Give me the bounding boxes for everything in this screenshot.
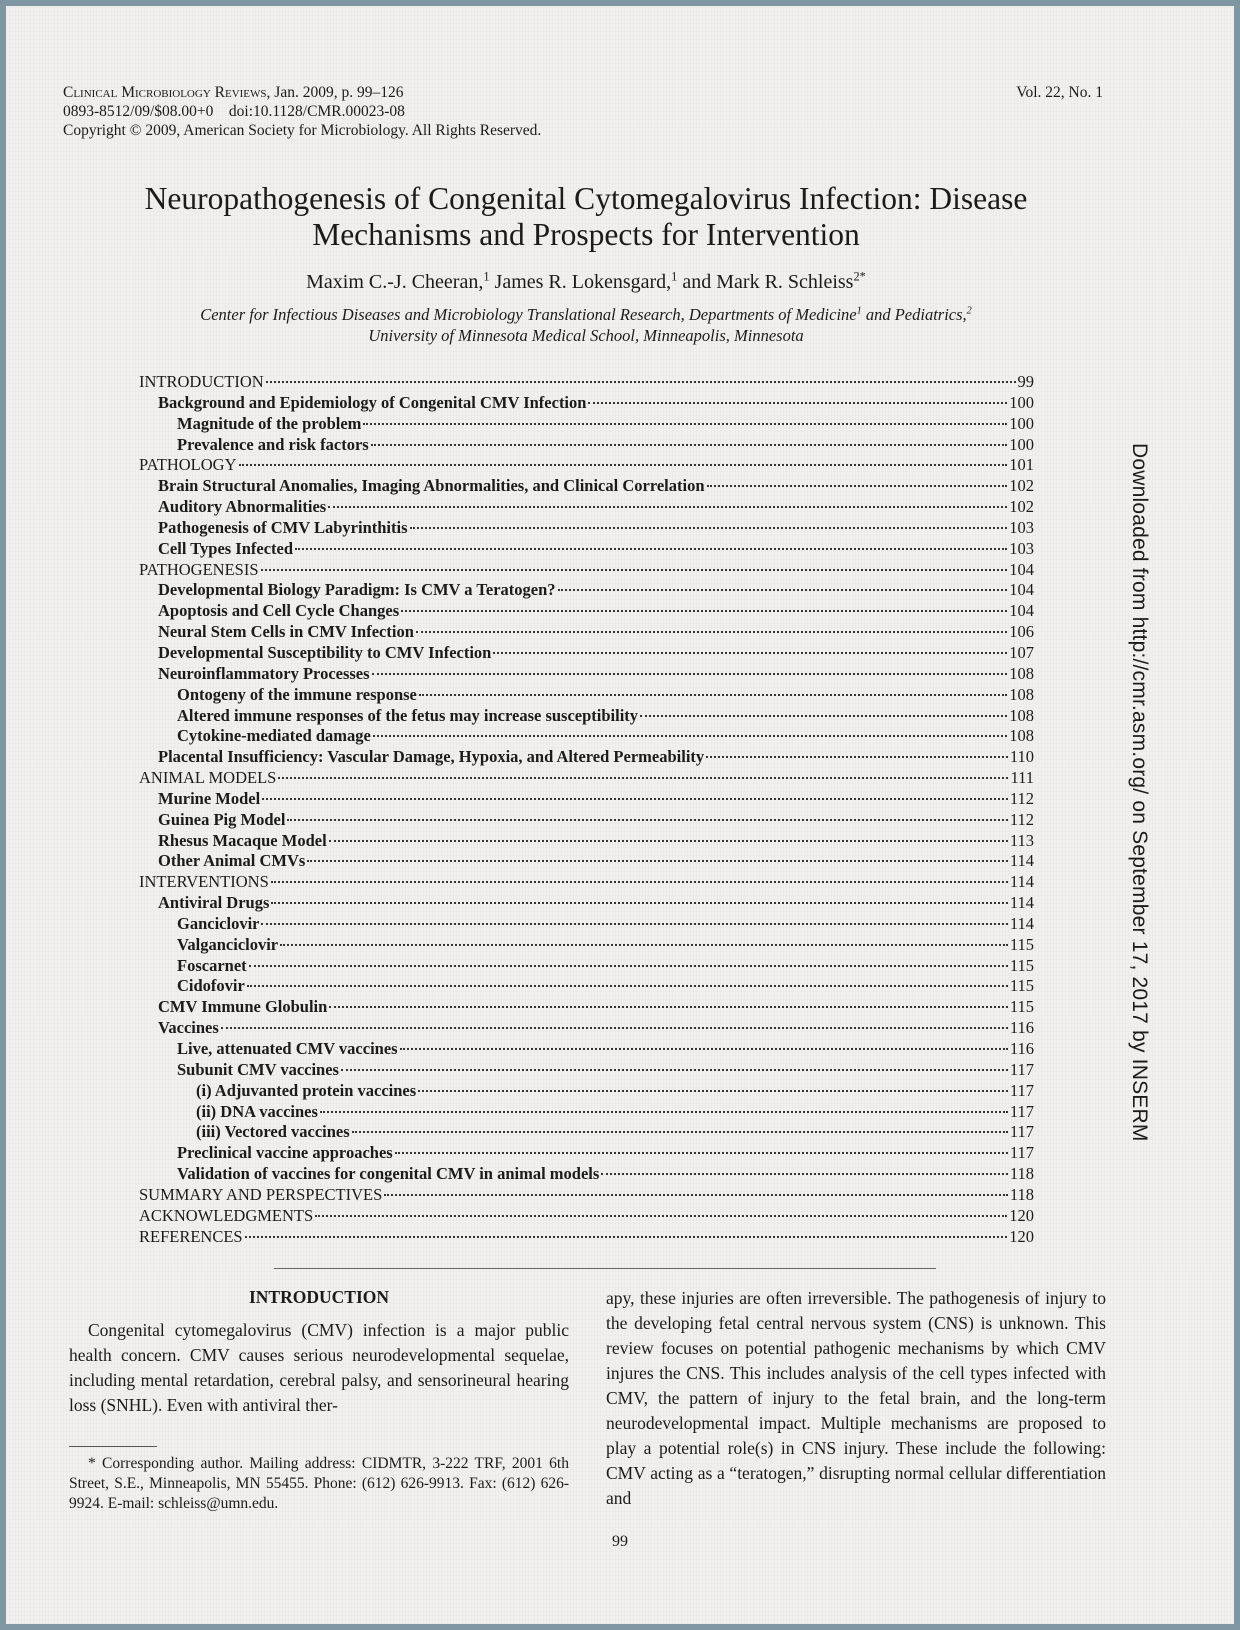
toc-entry-page: 113 [1009, 830, 1034, 850]
toc-entry-page: 112 [1009, 788, 1034, 808]
toc-entry [139, 664, 1034, 685]
toc-leader-dots [588, 402, 1007, 404]
toc-entry [139, 872, 1034, 893]
toc-entry-title: Ontogeny of the immune response [177, 684, 417, 704]
toc-entry-title: Cell Types Infected [158, 538, 294, 558]
toc-leader-dots [239, 464, 1008, 466]
toc-entry [139, 497, 1034, 518]
toc-entry [139, 997, 1034, 1018]
toc-leader-dots [247, 985, 1008, 987]
affiliation-line-2: University of Minnesota Medical School, Minneapolis, Minnesota [368, 326, 804, 345]
toc-entry-title: Foscarnet [177, 955, 247, 975]
toc-entry-title: Auditory Abnormalities [158, 497, 327, 517]
section-heading: INTRODUCTION [248, 1287, 390, 1307]
toc-entry-title: Other Animal CMVs [158, 851, 306, 871]
toc-entry-title: ANIMAL MODELS [139, 768, 277, 788]
toc-entry [139, 685, 1034, 706]
toc-entry [139, 476, 1034, 497]
download-watermark: Downloaded from http://cmr.asm.org/ on September 17, 2017 by INSERM [1128, 443, 1151, 1142]
toc-entry-page: 104 [1009, 601, 1034, 621]
toc-leader-dots [328, 506, 1007, 508]
affiliation [46, 304, 1126, 346]
toc-entry-page: 100 [1009, 392, 1034, 412]
affiliation-text: and Pediatrics, [861, 305, 967, 324]
article-title-line-1: Neuropathogenesis of Congenital Cytomegalovirus Infection: Disease [144, 181, 1028, 216]
table-of-contents [139, 372, 1034, 1247]
toc-entry-page: 115 [1009, 997, 1034, 1017]
author-affiliation-mark: 2* [853, 269, 866, 284]
author-list [46, 271, 1126, 294]
toc-entry [139, 1102, 1034, 1123]
toc-leader-dots [601, 1173, 1008, 1175]
toc-entry [139, 393, 1034, 414]
body-column-left [69, 1286, 569, 1418]
toc-entry-page: 117 [1009, 1059, 1034, 1079]
toc-entry-page: 114 [1009, 893, 1034, 913]
toc-entry-page: 114 [1009, 913, 1034, 933]
toc-entry-title: Subunit CMV vaccines [177, 1059, 339, 1079]
toc-entry-title: INTRODUCTION [139, 372, 264, 391]
toc-entry-page: 99 [1017, 372, 1034, 391]
affiliation-mark: 1 [856, 305, 862, 317]
body-paragraph: apy, these injuries are often irreversible. The pathogenesis of injury to the developing fetal central nervous system (CNS) is unknown. This review focuses on potential pathogenic mechanisms by which CMV injures the CNS. This includes analysis of the cell types infected with CMV, the pattern of injury to the fetal brain, and the long-term neurodevelopmental impact. Multiple mechanisms are proposed to play a potential role(s) in CNS injury. These include the following: CMV acting as a “teratogen,” disrupting normal cellular differentiation and [606, 1288, 1106, 1508]
toc-leader-dots [371, 444, 1008, 446]
toc-entry-title: INTERVENTIONS [139, 872, 269, 892]
author-name: Maxim C.-J. Cheeran, [306, 271, 484, 293]
toc-entry-title: Neural Stem Cells in CMV Infection [158, 622, 414, 642]
toc-entry-page: 116 [1009, 1039, 1034, 1058]
toc-entry [139, 455, 1034, 476]
toc-entry-page: 108 [1009, 663, 1034, 683]
toc-entry-page: 108 [1009, 684, 1034, 704]
toc-leader-dots [372, 673, 1008, 675]
toc-leader-dots [307, 860, 1008, 862]
toc-entry-page: 103 [1009, 517, 1034, 537]
toc-entry-page: 111 [1010, 768, 1034, 788]
toc-leader-dots [320, 1111, 1008, 1113]
toc-leader-dots [401, 610, 1007, 612]
toc-entry [139, 726, 1034, 747]
toc-entry [139, 935, 1034, 956]
toc-entry-title: (iii) Vectored vaccines [196, 1122, 350, 1142]
toc-entry-title: Altered immune responses of the fetus may increase susceptibility [177, 705, 639, 725]
toc-leader-dots [352, 1131, 1008, 1133]
toc-entry-title: Prevalence and risk factors [177, 434, 369, 454]
toc-leader-dots [261, 569, 1008, 571]
toc-entry-page: 115 [1009, 976, 1034, 996]
affiliation-line-1 [46, 304, 1126, 325]
toc-entry-page: 110 [1009, 747, 1034, 767]
toc-entry-page: 118 [1009, 1184, 1034, 1204]
toc-entry-title: CMV Immune Globulin [158, 997, 328, 1017]
toc-entry-title: Background and Epidemiology of Congenital CMV Infection [158, 392, 587, 412]
issn-doi: 0893-8512/09/$08.00+0 doi:10.1128/CMR.00023-08 [63, 103, 405, 120]
toc-entry-page: 108 [1009, 726, 1034, 746]
toc-entry [139, 1060, 1034, 1081]
toc-entry [139, 518, 1034, 539]
toc-entry-title: Neuroinflammatory Processes [158, 663, 370, 683]
toc-entry [139, 1039, 1034, 1060]
toc-entry [139, 1206, 1034, 1227]
toc-entry [139, 1018, 1034, 1039]
author-name: and Mark R. Schleiss [677, 271, 854, 293]
toc-leader-dots [706, 756, 1008, 758]
article-title [46, 181, 1126, 253]
toc-entry-page: 117 [1009, 1143, 1034, 1163]
author-name: James R. Lokensgard, [489, 271, 672, 293]
toc-entry [139, 622, 1034, 643]
toc-entry [139, 372, 1034, 393]
toc-leader-dots [295, 548, 1007, 550]
toc-leader-dots [418, 1090, 1008, 1092]
toc-entry-page: 108 [1009, 705, 1034, 725]
toc-entry-page: 102 [1009, 476, 1034, 496]
toc-entry [139, 580, 1034, 601]
toc-entry-title: Apoptosis and Cell Cycle Changes [158, 601, 400, 621]
toc-entry-page: 117 [1009, 1122, 1034, 1142]
toc-entry-page: 104 [1009, 580, 1034, 600]
toc-entry-title: Validation of vaccines for congenital CMV in animal models [177, 1164, 600, 1184]
toc-entry-page: 117 [1009, 1080, 1034, 1100]
toc-leader-dots [271, 881, 1008, 883]
toc-entry [139, 1122, 1034, 1143]
toc-leader-dots [329, 840, 1008, 842]
toc-entry-title: Developmental Susceptibility to CMV Infection [158, 642, 492, 662]
toc-divider [274, 1268, 936, 1269]
toc-entry-page: 106 [1009, 622, 1034, 642]
toc-entry-title: Placental Insufficiency: Vascular Damage, Hypoxia, and Altered Permeability [158, 747, 705, 767]
journal-date-pages: , Jan. 2009, p. 99–126 [266, 84, 404, 101]
toc-leader-dots [400, 1048, 1008, 1050]
journal-page [6, 6, 1234, 1624]
toc-entry-title: Brain Structural Anomalies, Imaging Abnormalities, and Clinical Correlation [158, 476, 705, 496]
toc-entry-title: PATHOLOGY [139, 455, 237, 475]
body-paragraph: Congenital cytomegalovirus (CMV) infection is a major public health concern. CMV causes serious neurodevelopmental sequelae, including mental retardation, cerebral palsy, and sensorineural hearing loss (SNHL). Even with antiviral ther- [69, 1320, 569, 1415]
toc-leader-dots [410, 527, 1008, 529]
journal-name: Clinical Microbiology Reviews [63, 84, 267, 101]
journal-volume: Vol. 22, No. 1 [1016, 84, 1103, 101]
toc-entry-title: PATHOGENESIS [139, 559, 259, 579]
toc-entry-title: Cytokine-mediated damage [177, 726, 371, 746]
toc-entry-title: Cidofovir [177, 976, 245, 996]
toc-entry-page: 120 [1009, 1226, 1034, 1246]
toc-entry-title: Magnitude of the problem [177, 413, 362, 433]
toc-entry [139, 560, 1034, 581]
toc-leader-dots [287, 819, 1007, 821]
toc-entry-title: (i) Adjuvanted protein vaccines [196, 1080, 417, 1100]
toc-entry-title: SUMMARY AND PERSPECTIVES [139, 1184, 383, 1204]
page-number: 99 [612, 1533, 628, 1550]
toc-leader-dots [395, 1152, 1008, 1154]
toc-leader-dots [249, 965, 1008, 967]
toc-entry [139, 851, 1034, 872]
toc-entry [139, 435, 1034, 456]
toc-entry-page: 100 [1009, 434, 1034, 454]
toc-leader-dots [416, 631, 1007, 633]
toc-entry-title: Antiviral Drugs [158, 893, 270, 913]
toc-leader-dots [245, 1236, 1008, 1238]
toc-entry-page: 118 [1009, 1164, 1034, 1184]
toc-entry [139, 706, 1034, 727]
toc-leader-dots [278, 777, 1008, 779]
toc-entry-title: Vaccines [158, 1018, 219, 1038]
toc-leader-dots [384, 1194, 1008, 1196]
toc-entry-page: 115 [1009, 955, 1034, 975]
toc-leader-dots [363, 423, 1007, 425]
toc-entry-title: Murine Model [158, 788, 261, 808]
toc-leader-dots [373, 735, 1007, 737]
author-affiliation-mark: 1 [483, 269, 490, 284]
toc-leader-dots [315, 1215, 1007, 1217]
toc-entry [139, 768, 1034, 789]
toc-leader-dots [341, 1069, 1008, 1071]
toc-entry-page: 120 [1009, 1205, 1034, 1225]
toc-entry [139, 539, 1034, 560]
toc-entry [139, 831, 1034, 852]
toc-entry-title: Live, attenuated CMV vaccines [177, 1039, 398, 1058]
toc-entry-page: 117 [1009, 1101, 1034, 1121]
toc-entry [139, 976, 1034, 997]
toc-entry-page: 112 [1009, 809, 1034, 829]
toc-entry-page: 100 [1009, 413, 1034, 433]
toc-entry [139, 893, 1034, 914]
toc-entry-title: (ii) DNA vaccines [196, 1101, 318, 1121]
toc-entry-title: Developmental Biology Paradigm: Is CMV a Teratogen? [158, 580, 556, 600]
toc-entry [139, 1081, 1034, 1102]
toc-entry [139, 1164, 1034, 1185]
toc-entry [139, 1185, 1034, 1206]
author-affiliation-mark: 1 [671, 269, 678, 284]
toc-entry [139, 747, 1034, 768]
toc-leader-dots [558, 589, 1008, 591]
toc-leader-dots [271, 902, 1007, 904]
toc-entry [139, 810, 1034, 831]
toc-entry-title: Preclinical vaccine approaches [177, 1143, 393, 1163]
toc-entry-title: Ganciclovir [177, 913, 260, 933]
affiliation-mark: 2 [966, 305, 972, 317]
toc-entry-page: 115 [1009, 934, 1034, 954]
toc-entry-title: REFERENCES [139, 1226, 243, 1246]
toc-leader-dots [493, 652, 1007, 654]
copyright-line: Copyright © 2009, American Society for Microbiology. All Rights Reserved. [63, 122, 542, 139]
journal-citation [63, 83, 1103, 102]
toc-entry-page: 104 [1009, 559, 1034, 579]
toc-entry [139, 643, 1034, 664]
toc-leader-dots [707, 485, 1008, 487]
toc-entry [139, 1227, 1034, 1248]
toc-entry [139, 956, 1034, 977]
toc-entry-title: Rhesus Macaque Model [158, 830, 327, 850]
body-column-right [606, 1286, 1106, 1511]
footnote-rule [69, 1446, 157, 1447]
toc-entry-page: 114 [1009, 872, 1034, 892]
toc-entry-page: 103 [1009, 538, 1034, 558]
toc-entry-page: 102 [1009, 497, 1034, 517]
toc-leader-dots [329, 1006, 1008, 1008]
toc-entry-page: 101 [1009, 455, 1034, 475]
article-title-line-2: Mechanisms and Prospects for Intervention [312, 217, 860, 252]
toc-entry-page: 114 [1009, 851, 1034, 871]
affiliation-text: Center for Infectious Diseases and Microbiology Translational Research, Departments of Medicine [200, 305, 857, 324]
toc-leader-dots [280, 944, 1008, 946]
toc-entry-title: Pathogenesis of CMV Labyrinthitis [158, 517, 408, 537]
toc-leader-dots [419, 694, 1007, 696]
toc-entry-page: 107 [1009, 642, 1034, 662]
toc-leader-dots [261, 923, 1007, 925]
toc-entry-title: Valganciclovir [177, 934, 279, 954]
toc-entry-title: ACKNOWLEDGMENTS [139, 1205, 314, 1225]
toc-entry [139, 1143, 1034, 1164]
toc-entry [139, 601, 1034, 622]
toc-entry-title: Guinea Pig Model [158, 809, 286, 829]
toc-leader-dots [262, 798, 1008, 800]
corresponding-author-footnote: * Corresponding author. Mailing address: CIDMTR, 3-222 TRF, 2001 6th Street, S.E., Minneapolis, MN 55455. Phone: (612) 626-9913. Fax: (612) 626-9924. E-mail: schleiss@umn.edu. [69, 1455, 569, 1512]
toc-entry [139, 414, 1034, 435]
journal-header [63, 83, 1103, 140]
toc-entry-page: 116 [1009, 1018, 1034, 1038]
toc-leader-dots [221, 1027, 1008, 1029]
toc-entry [139, 914, 1034, 935]
toc-leader-dots [640, 715, 1007, 717]
toc-entry [139, 789, 1034, 810]
toc-leader-dots [266, 381, 1016, 383]
